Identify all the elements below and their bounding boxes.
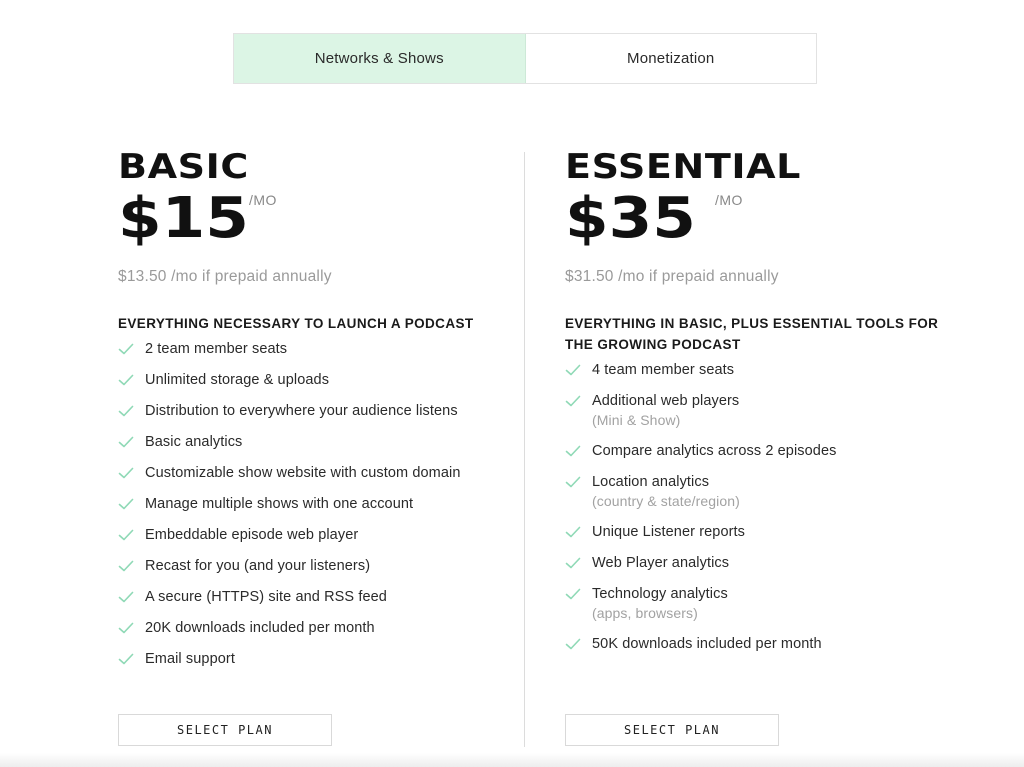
check-icon bbox=[565, 586, 581, 602]
plan-price: $15 bbox=[118, 186, 249, 251]
feature-item bbox=[118, 340, 518, 359]
feature-item bbox=[565, 635, 965, 654]
check-icon bbox=[118, 620, 134, 636]
plan-divider bbox=[524, 152, 525, 747]
check-icon bbox=[565, 443, 581, 459]
feature-text: Customizable show website with custom domain bbox=[145, 465, 461, 481]
feature-item bbox=[118, 650, 518, 669]
check-icon bbox=[118, 651, 134, 667]
plan-price: $35 bbox=[565, 186, 696, 251]
feature-item bbox=[118, 557, 518, 576]
feature-text: Additional web players bbox=[592, 393, 740, 409]
check-icon bbox=[118, 558, 134, 574]
check-icon bbox=[565, 555, 581, 571]
feature-item bbox=[118, 402, 518, 421]
feature-text: Basic analytics bbox=[145, 434, 243, 450]
price-period: /MO bbox=[715, 192, 743, 208]
plan-name: BASIC bbox=[118, 147, 249, 187]
feature-item bbox=[565, 392, 965, 430]
check-icon bbox=[565, 636, 581, 652]
plan-headline: EVERYTHING NECESSARY TO LAUNCH A PODCAST bbox=[118, 316, 474, 331]
feature-text: Unique Listener reports bbox=[592, 524, 746, 540]
feature-item bbox=[118, 464, 518, 483]
plan-name: ESSENTIAL bbox=[565, 147, 801, 187]
feature-subtext: (country & state/region) bbox=[592, 493, 740, 509]
feature-item bbox=[118, 371, 518, 390]
select-plan-essential-button[interactable]: SELECT PLAN bbox=[565, 714, 779, 746]
feature-item bbox=[118, 495, 518, 514]
check-icon bbox=[565, 362, 581, 378]
tab-networks-shows[interactable]: Networks & Shows bbox=[234, 34, 526, 83]
price-row bbox=[565, 188, 965, 250]
feature-text: 20K downloads included per month bbox=[145, 620, 375, 636]
check-icon bbox=[118, 589, 134, 605]
feature-item bbox=[118, 619, 518, 638]
feature-item bbox=[118, 433, 518, 452]
feature-item bbox=[565, 361, 965, 380]
feature-text: Email support bbox=[145, 651, 235, 667]
select-plan-basic-button[interactable]: SELECT PLAN bbox=[118, 714, 332, 746]
feature-subtext: (Mini & Show) bbox=[592, 412, 681, 428]
feature-text: Recast for you (and your listeners) bbox=[145, 558, 371, 574]
feature-item bbox=[118, 526, 518, 545]
feature-text: Distribution to everywhere your audience listens bbox=[145, 403, 458, 419]
check-icon bbox=[118, 372, 134, 388]
feature-item bbox=[565, 442, 965, 461]
check-icon bbox=[118, 496, 134, 512]
feature-item bbox=[565, 554, 965, 573]
check-icon bbox=[118, 465, 134, 481]
feature-text: Compare analytics across 2 episodes bbox=[592, 443, 837, 459]
plan-essential bbox=[565, 147, 965, 666]
feature-item bbox=[565, 585, 965, 623]
feature-item bbox=[565, 473, 965, 511]
plan-category-tabs bbox=[233, 33, 817, 84]
feature-list bbox=[118, 340, 518, 669]
plan-headline: EVERYTHING IN BASIC, PLUS ESSENTIAL TOOLS FOR THE GROWING PODCAST bbox=[565, 316, 939, 352]
prepaid-note: $13.50 /mo if prepaid annually bbox=[118, 268, 332, 285]
plan-basic bbox=[118, 147, 518, 681]
feature-text: A secure (HTTPS) site and RSS feed bbox=[145, 589, 387, 605]
check-icon bbox=[118, 341, 134, 357]
feature-subtext: (apps, browsers) bbox=[592, 605, 698, 621]
feature-text: Technology analytics bbox=[592, 586, 728, 602]
feature-list bbox=[565, 361, 965, 654]
check-icon bbox=[565, 524, 581, 540]
tab-monetization[interactable]: Monetization bbox=[627, 50, 715, 67]
prepaid-note: $31.50 /mo if prepaid annually bbox=[565, 268, 779, 285]
bottom-fade bbox=[0, 753, 1024, 767]
feature-text: 2 team member seats bbox=[145, 341, 288, 357]
price-period: /MO bbox=[249, 192, 277, 208]
feature-text: Manage multiple shows with one account bbox=[145, 496, 414, 512]
check-icon bbox=[565, 474, 581, 490]
check-icon bbox=[118, 403, 134, 419]
feature-text: 4 team member seats bbox=[592, 362, 735, 378]
feature-item bbox=[118, 588, 518, 607]
check-icon bbox=[118, 527, 134, 543]
feature-text: Embeddable episode web player bbox=[145, 527, 359, 543]
check-icon bbox=[565, 393, 581, 409]
feature-text: Unlimited storage & uploads bbox=[145, 372, 330, 388]
feature-text: 50K downloads included per month bbox=[592, 636, 822, 652]
price-row bbox=[118, 188, 518, 250]
check-icon bbox=[118, 434, 134, 450]
feature-text: Location analytics bbox=[592, 474, 710, 490]
feature-text: Web Player analytics bbox=[592, 555, 730, 571]
feature-item bbox=[565, 523, 965, 542]
